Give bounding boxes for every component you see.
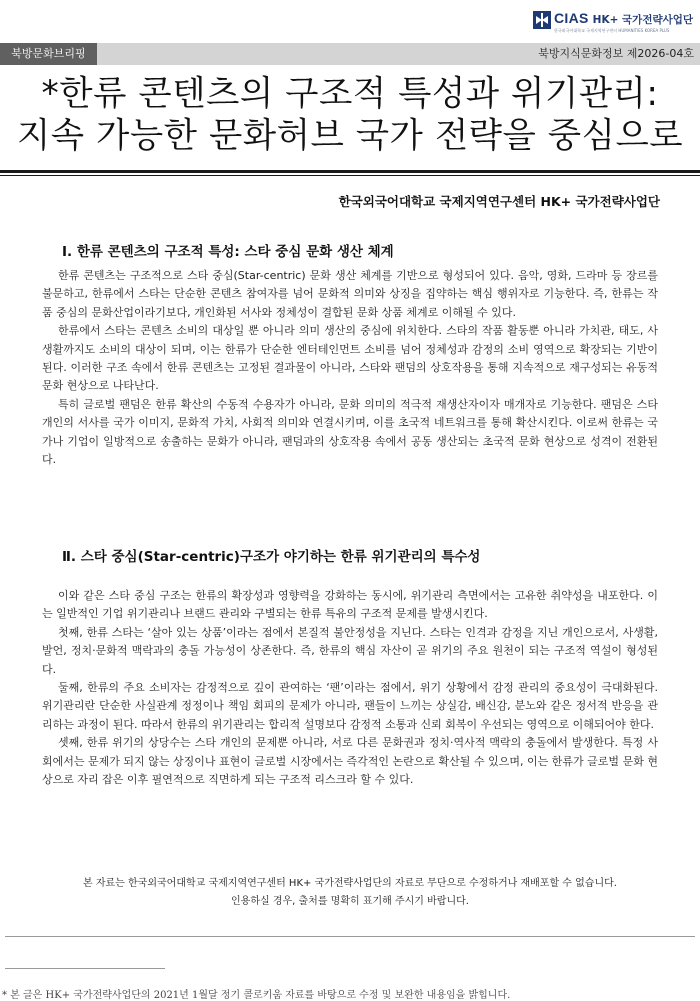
title-line-2: 지속 가능한 문화허브 국가 전략을 중심으로 — [16, 116, 684, 156]
logo-subtitle: 한국외국어대학교 국제지역연구센터 HUMANITIES KOREA PLUS — [554, 28, 670, 33]
footer-divider — [5, 936, 695, 937]
paragraph: 둘째, 한류의 주요 소비자는 감정적으로 깊이 관여하는 ‘팬’이라는 점에서, 위기 상황에서 감정 관리의 중요성이 극대화된다. 위기관리란 단순한 사실관계 정정이나 책임 회피의 문제가 아니라, 팬들이 느끼는 상실감, 배신감, 분노와 같은 정서적 반응을 관리하는 과정이 된다. 따라서 한류의 위기관리는 합리적 설명보다 감정적 소통과 신뢰 회복이 우선되는 영역으로 이해되어야 한다. — [42, 681, 658, 731]
header-bar — [0, 43, 700, 65]
organization-logo — [532, 10, 693, 34]
author-line: 한국외국어대학교 국제지역연구센터 HK+ 국가전략사업단 — [338, 194, 660, 209]
title-divider-thin — [0, 175, 700, 176]
section-body-2 — [42, 587, 658, 789]
section-heading-2: Ⅱ. 스타 중심(Star-centric)구조가 야기하는 한류 위기관리의 특수성 — [62, 549, 481, 565]
logo-unit-name: HK+ 국가전략사업단 — [592, 14, 694, 26]
section-heading-1: Ⅰ. 한류 콘텐츠의 구조적 특성: 스타 중심 문화 생산 체계 — [62, 244, 394, 260]
category-tab: 북방문화브리핑 — [0, 43, 97, 65]
footnote: * 본 글은 HK+ 국가전략사업단의 2021년 1월달 정기 콜로키움 자료를 바탕으로 수정 및 보완한 내용임을 밝힙니다. — [2, 990, 511, 1001]
title-line-1: *한류 콘텐츠의 구조적 특성과 위기관리: — [41, 74, 659, 114]
title-divider — [0, 170, 700, 173]
paragraph: 첫째, 한류 스타는 ‘살아 있는 상품’이라는 점에서 본질적 불안정성을 지닌다. 스타는 인격과 감정을 지닌 개인으로서, 사생활, 발언, 정치·문화적 맥락과의 충돌 가능성이 상존한다. 즉, 한류의 핵심 자산이 곧 위기의 주요 원천이 되는 구조적 역설이 형성된다. — [42, 625, 658, 676]
logo-wordmark: CIAS — [554, 10, 589, 26]
paragraph: 이와 같은 스타 중심 구조는 한류의 확장성과 영향력을 강화하는 동시에, 위기관리 측면에서는 고유한 취약성을 내포한다. 이는 일반적인 기업 위기관리나 브랜드 관리와 구별되는 한류 특유의 구조적 문제를 발생시킨다. — [42, 589, 658, 621]
issue-label: 북방지식문화정보 제2026-04호 — [538, 47, 694, 60]
paragraph: 특히 글로벌 팬덤은 한류 확산의 수동적 수용자가 아니라, 문화 의미의 적극적 재생산자이자 매개자로 기능한다. 팬덤은 스타 개인의 서사를 국가 이미지, 문화적 가치, 사회적 의미와 연결시키며, 이를 초국적 네트워크를 통해 확산시킨다. 이로써 한류는 국가나 기업이 일방적으로 송출하는 문화가 아니라, 팬덤과의 상호작용 속에서 공동 생산되는 초국적 문화 현상으로 성격이 전환된다. — [42, 397, 658, 467]
document-title — [0, 73, 700, 157]
paragraph: 한류 콘텐츠는 구조적으로 스타 중심(Star-centric) 문화 생산 체계를 기반으로 형성되어 있다. 음악, 영화, 드라마 등 장르를 불문하고, 한류에서 스타는 단순한 콘텐츠 참여자를 넘어 문화적 의미와 상징을 집약하는 핵심 행위자로 기능한다. 즉, 한류는 작품 중심의 문화산업이라기보다, 개인화된 서사와 정체성이 결합된 문화 상품 체계로 이해될 수 있다. — [42, 269, 658, 319]
copyright-notice — [0, 875, 700, 910]
cias-logo-icon — [532, 10, 552, 30]
paragraph: 한류에서 스타는 콘텐츠 소비의 대상일 뿐 아니라 의미 생산의 중심에 위치한다. 스타의 작품 활동뿐 아니라 가치관, 태도, 사생활까지도 소비의 대상이 되며, 이는 한류가 단순한 엔터테인먼트 소비를 넘어 정체성과 감정의 소비 영역으로 확장되는 기반이 된다. 이러한 구조 속에서 한류 콘텐츠는 고정된 결과물이 아니라, 스타와 팬덤의 상호작용을 통해 지속적으로 재구성되는 유동적 문화 현상으로 나타난다. — [42, 324, 658, 393]
section-body-1 — [42, 267, 658, 469]
notice-line-2: 인용하실 경우, 출처를 명확히 표기해 주시기 바랍니다. — [231, 895, 469, 907]
paragraph: 셋째, 한류 위기의 상당수는 스타 개인의 문제뿐 아니라, 서로 다른 문화권과 정치·역사적 맥락의 충돌에서 발생한다. 특정 사회에서는 문제가 되지 않는 상징이나 표현이 글로벌 시장에서는 즉각적인 논란으로 확산될 수 있으며, 이는 한류가 글로벌 문화 현상으로 자리 잡은 이후 필연적으로 직면하게 되는 구조적 리스크라 할 수 있다. — [42, 736, 658, 787]
footnote-divider — [5, 968, 165, 969]
notice-line-1: 본 자료는 한국외국어대학교 국제지역연구센터 HK+ 국가전략사업단의 자료로 무단으로 수정하거나 재배포할 수 없습니다. — [83, 878, 617, 889]
